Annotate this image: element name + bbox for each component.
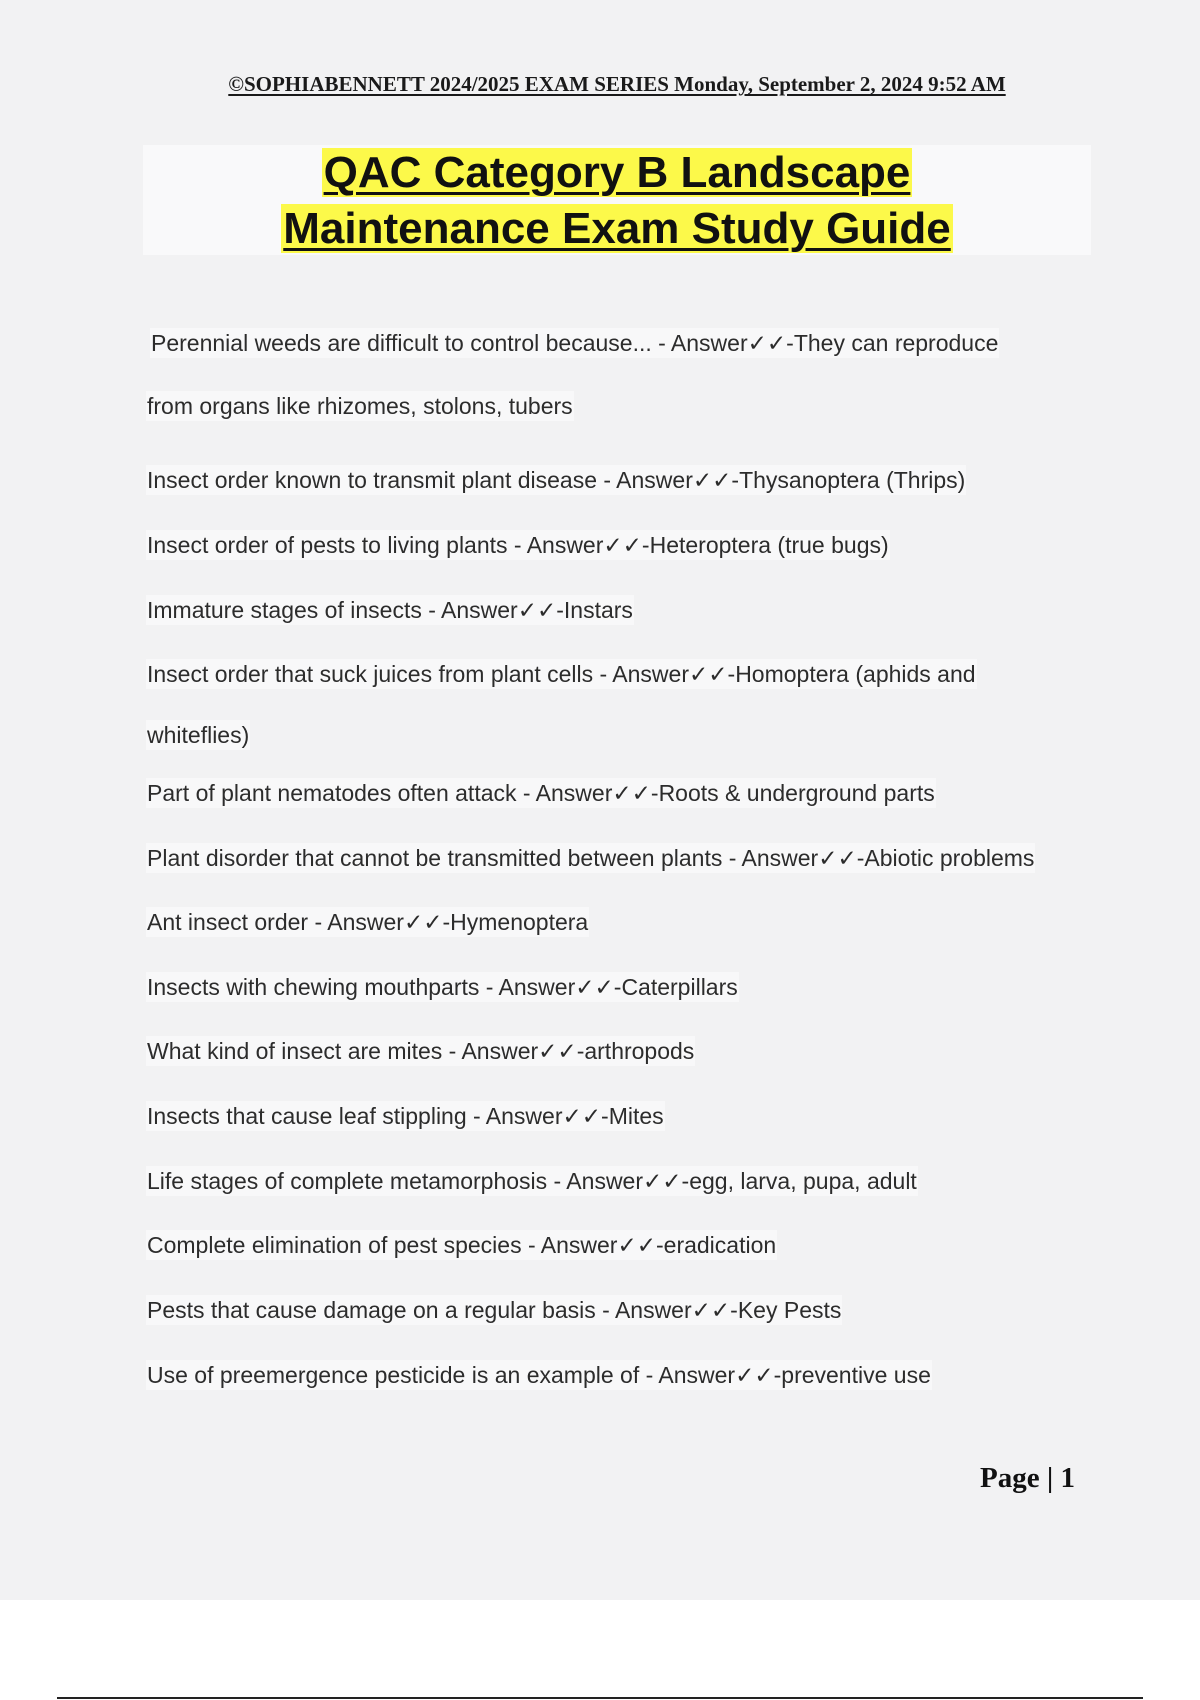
title-line-2 (143, 201, 1091, 257)
document-header: ©SOPHIABENNETT 2024/2025 EXAM SERIES Monday, September 2, 2024 9:52 AM (228, 72, 1006, 96)
title-line-1-text: QAC Category B Landscape (323, 148, 911, 197)
qa-line: Plant disorder that cannot be transmitted between plants - Answer✓✓-Abiotic problems (147, 845, 1035, 871)
qa-line: Pests that cause damage on a regular basis - Answer✓✓-Key Pests (147, 1297, 842, 1323)
qa-line: Immature stages of insects - Answer✓✓-Instars (147, 597, 633, 623)
qa-line: whiteflies) (147, 722, 250, 748)
qa-line: Insect order known to transmit plant disease - Answer✓✓-Thysanoptera (Thrips) (147, 467, 966, 493)
qa-line: Complete elimination of pest species - Answer✓✓-eradication (147, 1232, 777, 1258)
qa-line: What kind of insect are mites - Answer✓✓-arthropods (147, 1038, 695, 1064)
qa-line: Part of plant nematodes often attack - Answer✓✓-Roots & underground parts (147, 780, 935, 806)
page-number: Page | 1 (980, 1462, 1075, 1494)
qa-line: Life stages of complete metamorphosis - Answer✓✓-egg, larva, pupa, adult (147, 1168, 917, 1194)
qa-line: from organs like rhizomes, stolons, tubers (147, 393, 573, 419)
qa-line: Insects with chewing mouthparts - Answer✓✓-Caterpillars (147, 974, 738, 1000)
title-block (143, 145, 1091, 255)
title-line-2-text: Maintenance Exam Study Guide (283, 204, 951, 253)
qa-line: Insect order of pests to living plants - Answer✓✓-Heteroptera (true bugs) (147, 532, 889, 558)
qa-line: Use of preemergence pesticide is an example of - Answer✓✓-preventive use (147, 1362, 931, 1388)
qa-line: Insect order that suck juices from plant cells - Answer✓✓-Homoptera (aphids and (147, 661, 976, 687)
qa-line: Perennial weeds are difficult to control because... - Answer✓✓-They can reproduce (151, 330, 999, 356)
bottom-divider (57, 1697, 1143, 1699)
title-line-1 (143, 145, 1091, 201)
qa-line: Ant insect order - Answer✓✓-Hymenoptera (147, 909, 589, 935)
qa-line: Insects that cause leaf stippling - Answer✓✓-Mites (147, 1103, 664, 1129)
